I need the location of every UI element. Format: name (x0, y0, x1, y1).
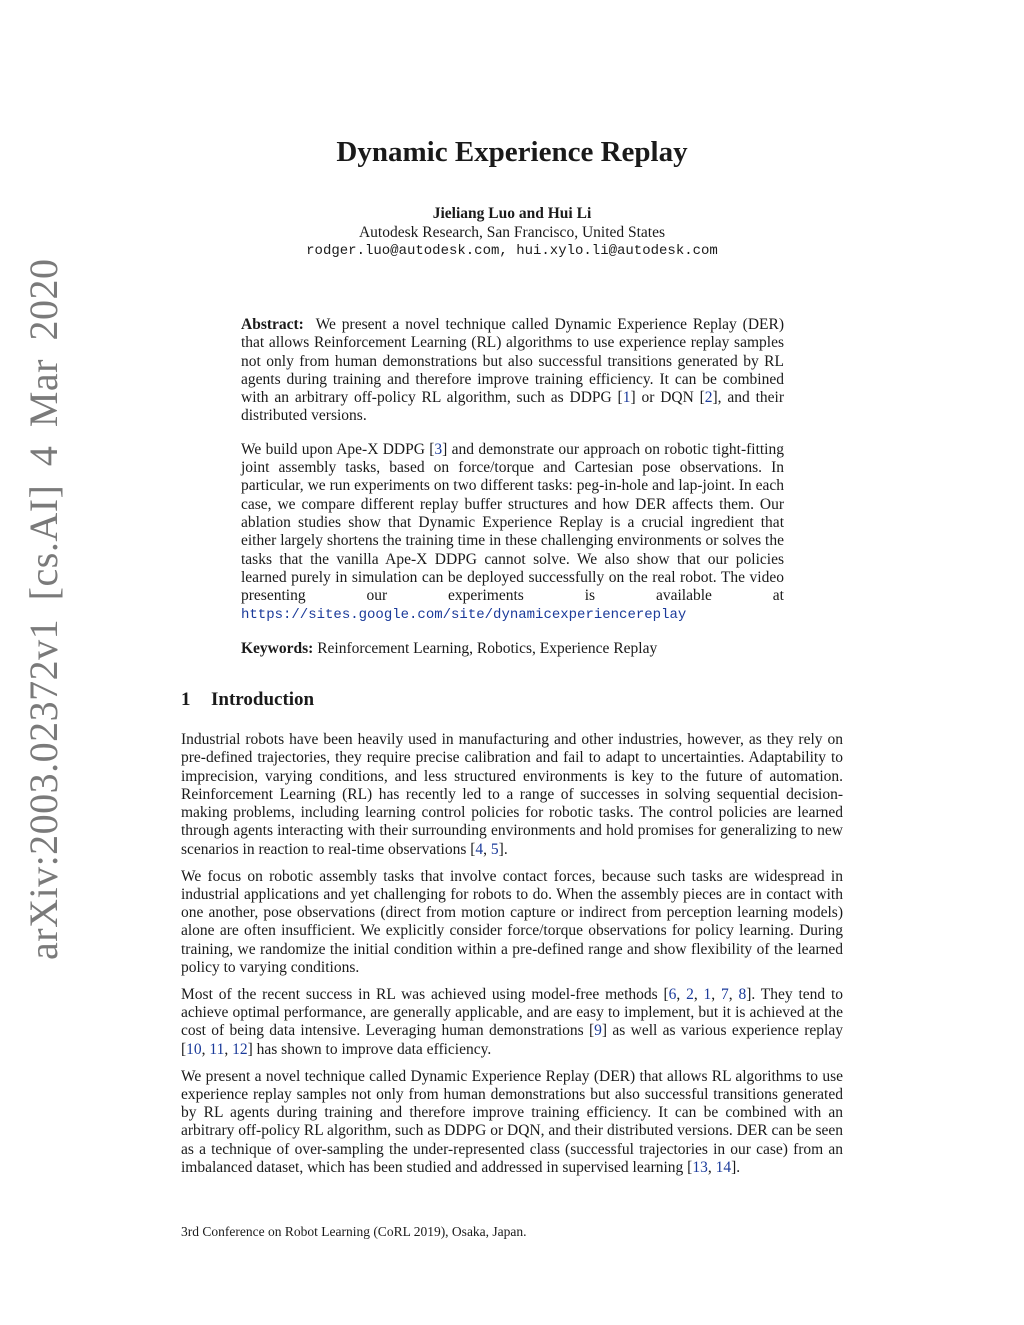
author-block (0, 204, 1024, 261)
section-number: 1 (181, 689, 191, 710)
section-heading-introduction (181, 689, 314, 711)
abstract-text: We present a novel technique called Dynamic Experience Replay (DER) that allows Reinforcement Learning (RL) algorithms to use experience replay samples not only from human demonstrations but also successful transitions generated by RL agents during training and therefore improve training efficiency. It can be combined with an arbitrary off-policy RL algorithm, such as DDPG [ (241, 316, 784, 407)
abstract-text: ], and their distributed versions. (241, 389, 784, 425)
abstract (241, 316, 784, 673)
body-text: ]. (498, 840, 508, 858)
citation-link[interactable]: 11 (209, 1040, 225, 1058)
citation-link[interactable]: 2 (704, 389, 713, 407)
citation-link[interactable]: 7 (721, 985, 729, 1003)
body-text: We present a novel technique called Dynamic Experience Replay (DER) that allows RL algorithms to use experience replay samples not only from human demonstrations but also successful transitions generated by RL agents during training and therefore improve training efficiency. It can be combined with an arbitrary off-policy RL algorithm, such as DDPG or DQN, and their distributed versions. DER can be seen as a technique of over-sampling the under-represented class (successful trajectories in our case) from an imbalanced dataset, which has been studied and addressed in supervised learning [ (181, 1067, 843, 1177)
abstract-text: ] and demonstrate our approach on robotic tight-fitting joint assembly tasks, based on force/torque and Cartesian pose observations. In particular, we run experiments on two different tasks: peg-in-hole and lap-joint. In each case, we compare different replay buffer structures and how DER affects them. Our ablation studies show that Dynamic Experience Replay is a crucial ingredient that either largely shortens the training time in these challenging environments or solves the tasks that the vanilla Ape-X DDPG cannot solve. We also show that our policies learned purely in simulation can be deployed successfully on the real robot. The video presenting our experiments is available at (241, 440, 784, 605)
body-text: ]. They tend to achieve optimal performance, are generally applicable, and are easy to implement, but it is achieved at the cost of being data intensive. Leveraging human demonstrations [ (181, 985, 844, 1040)
keywords-label: Keywords: (241, 639, 314, 657)
citation-link[interactable]: 2 (686, 985, 694, 1003)
citation-link[interactable]: 6 (668, 985, 677, 1003)
citation-link[interactable]: 4 (475, 840, 484, 858)
keywords-text: Reinforcement Learning, Robotics, Experience Replay (317, 639, 658, 657)
citation-link[interactable]: 10 (186, 1040, 202, 1058)
citation-link[interactable]: 1 (622, 389, 631, 407)
citation-link[interactable]: 9 (594, 1022, 602, 1040)
body-text: Most of the recent success in RL was achieved using model-free methods [ (181, 985, 669, 1003)
body-text: Industrial robots have been heavily used in manufacturing and other industries, however, as they rely on pre-defined trajectories, they require precise calibration and fail to adapt to uncertainties. Adaptability to imprecision, varying conditions, and less structured environments is key to the future of automation. Reinforcement Learning (RL) has recently led to a range of successes in solving sequential decision-making problems, including learning control policies for robotic tasks. The control policies are learned through agents interacting with their surrounding environments and hold promises for generalizing to new scenarios in reaction to real-time observations [ (181, 731, 843, 858)
body-text: ]. (731, 1159, 741, 1177)
abstract-paragraph-2 (241, 441, 784, 625)
author-emails[interactable]: rodger.luo@autodesk.com, hui.xylo.li@autodesk.com (306, 243, 718, 259)
paper-title: Dynamic Experience Replay (336, 136, 688, 168)
abstract-label: Abstract: (241, 316, 304, 333)
conference-footnote: 3rd Conference on Robot Learning (CoRL 2019), Osaka, Japan. (181, 1224, 527, 1239)
abstract-text: ] or DQN [ (630, 389, 705, 407)
citation-link[interactable]: 8 (738, 985, 747, 1003)
introduction-body (181, 731, 843, 1186)
body-text: ] has shown to improve data efficiency. (247, 1040, 492, 1058)
intro-paragraph-4: We present a novel technique called Dynamic Experience Replay (DER) that allows RL algorithms to use experience replay samples not only from human demonstrations but also successful transitions generated by RL agents during training and therefore improve training efficiency. It can be combined with an arbitrary off-policy RL algorithm, such as DDPG or DQN, and their distributed versions. DER can be seen as a technique of over-sampling the under-represented class (successful trajectories in our case) from an imbalanced dataset, which has been studied and addressed in supervised learning [13, 14]. (181, 1067, 843, 1177)
citation-link[interactable]: 3 (434, 440, 443, 458)
author-affiliation: Autodesk Research, San Francisco, United States (358, 224, 666, 241)
video-url-link[interactable]: https://sites.google.com/site/dynamicexperiencereplay (241, 607, 687, 624)
citation-link[interactable]: 14 (715, 1159, 732, 1177)
citation-link[interactable]: 5 (490, 840, 499, 858)
intro-paragraph-1 (181, 731, 843, 859)
section-title: Introduction (211, 689, 315, 710)
abstract-text: We build upon Ape-X DDPG [ (241, 440, 435, 458)
citation-link[interactable]: 12 (232, 1040, 248, 1058)
citation-link[interactable]: 13 (692, 1159, 708, 1177)
citation-link[interactable]: 1 (703, 985, 712, 1003)
intro-paragraph-3: Most of the recent success in RL was achieved using model-free methods [6, 2, 1, 7, 8]. They tend to achieve optimal performance, are generally applicable, and are easy to implement, but it is achieved at the cost of being data intensive. Leveraging human demonstrations [9] as well as various experience replay [10, 11, 12] has shown to improve data efficiency. (181, 985, 844, 1058)
abstract-paragraph-1 (241, 316, 784, 426)
keywords (241, 640, 784, 658)
intro-paragraph-2: We focus on robotic assembly tasks that involve contact forces, because such tasks are widespread in industrial applications and yet challenging for robots to do. When the assembly pieces are in contact with one another, pose observations (direct from motion capture or indirect from perception learning models) alone are often insufficient. We explicitly consider force/torque observations for policy learning. During training, we randomize the initial condition within a pre-defined range and show flexibility of the learned policy to varying conditions. (181, 867, 843, 977)
author-names: Jieliang Luo and Hui Li (432, 205, 592, 222)
arxiv-side-stamp: arXiv:2003.02372v1 [cs.AI] 4 Mar 2020 (21, 258, 66, 960)
body-text: ] as well as various experience replay [ (181, 1022, 843, 1058)
body-text: , (483, 840, 491, 858)
